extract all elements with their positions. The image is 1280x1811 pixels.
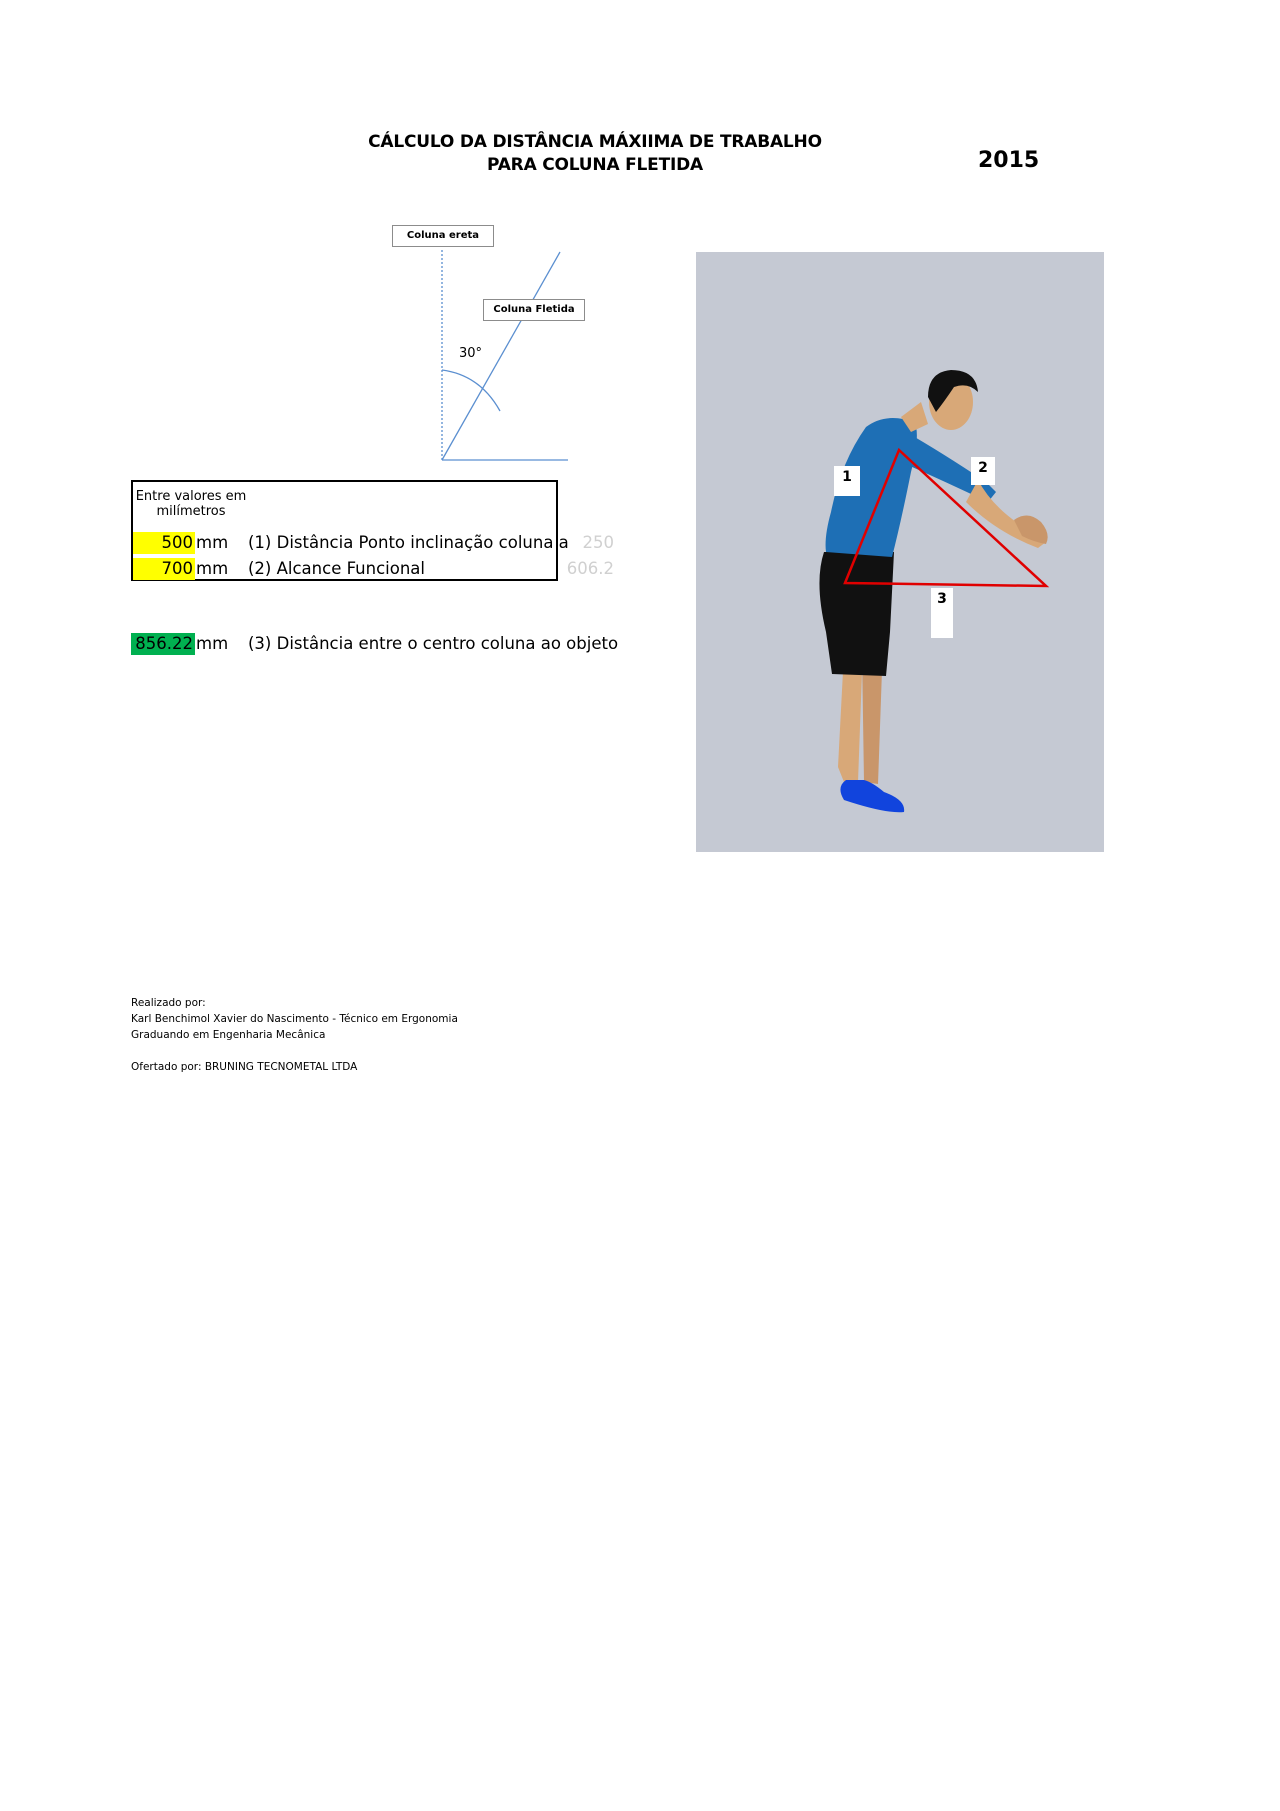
credits-line3: Graduando em Engenharia Mecânica bbox=[131, 1029, 326, 1041]
reach-input[interactable]: 700 bbox=[133, 558, 195, 580]
result-value: 856.22 bbox=[131, 633, 195, 655]
credits-line2: Karl Benchimol Xavier do Nascimento - Técnico em Ergonomia bbox=[131, 1013, 458, 1025]
credits bbox=[131, 995, 458, 1075]
bent-spine-label: Coluna Fletida bbox=[483, 299, 585, 321]
credits-line4: Ofertado por: BRUNING TECNOMETAL LTDA bbox=[131, 1061, 358, 1073]
reach-unit: mm bbox=[196, 559, 229, 578]
input-hint-line1: Entre valores em bbox=[135, 489, 247, 504]
input-hint-line2: milímetros bbox=[156, 504, 226, 519]
page-title-line2: PARA COLUNA FLETIDA bbox=[487, 155, 703, 175]
distance-computed: 250 bbox=[582, 533, 614, 552]
distance-input[interactable]: 500 bbox=[133, 532, 195, 554]
result-unit: mm bbox=[196, 634, 229, 653]
page-title-line1: CÁLCULO DA DISTÂNCIA MÁXIIMA DE TRABALHO bbox=[368, 132, 822, 152]
result-label: (3) Distância entre o centro coluna ao objeto bbox=[248, 634, 619, 653]
angle-label: 30° bbox=[459, 346, 483, 361]
credits-line1: Realizado por: bbox=[131, 997, 206, 1009]
triangle-label-1: 1 bbox=[834, 466, 860, 496]
upright-spine-label: Coluna ereta bbox=[392, 225, 494, 247]
input-hint bbox=[131, 489, 251, 519]
reach-label: (2) Alcance Funcional bbox=[248, 559, 426, 578]
angle-arc bbox=[442, 370, 500, 411]
triangle-label-2: 2 bbox=[971, 457, 995, 485]
distance-label: (1) Distância Ponto inclinação coluna a bbox=[248, 533, 569, 552]
distance-unit: mm bbox=[196, 533, 229, 552]
bending-person-figure bbox=[696, 252, 1104, 852]
posture-illustration bbox=[696, 252, 1104, 852]
shoe bbox=[840, 780, 904, 812]
spine-angle-diagram bbox=[380, 215, 630, 470]
shorts bbox=[819, 552, 894, 676]
reach-computed: 606.2 bbox=[566, 559, 614, 578]
triangle-label-3: 3 bbox=[931, 588, 953, 638]
year-label: 2015 bbox=[978, 148, 1040, 173]
